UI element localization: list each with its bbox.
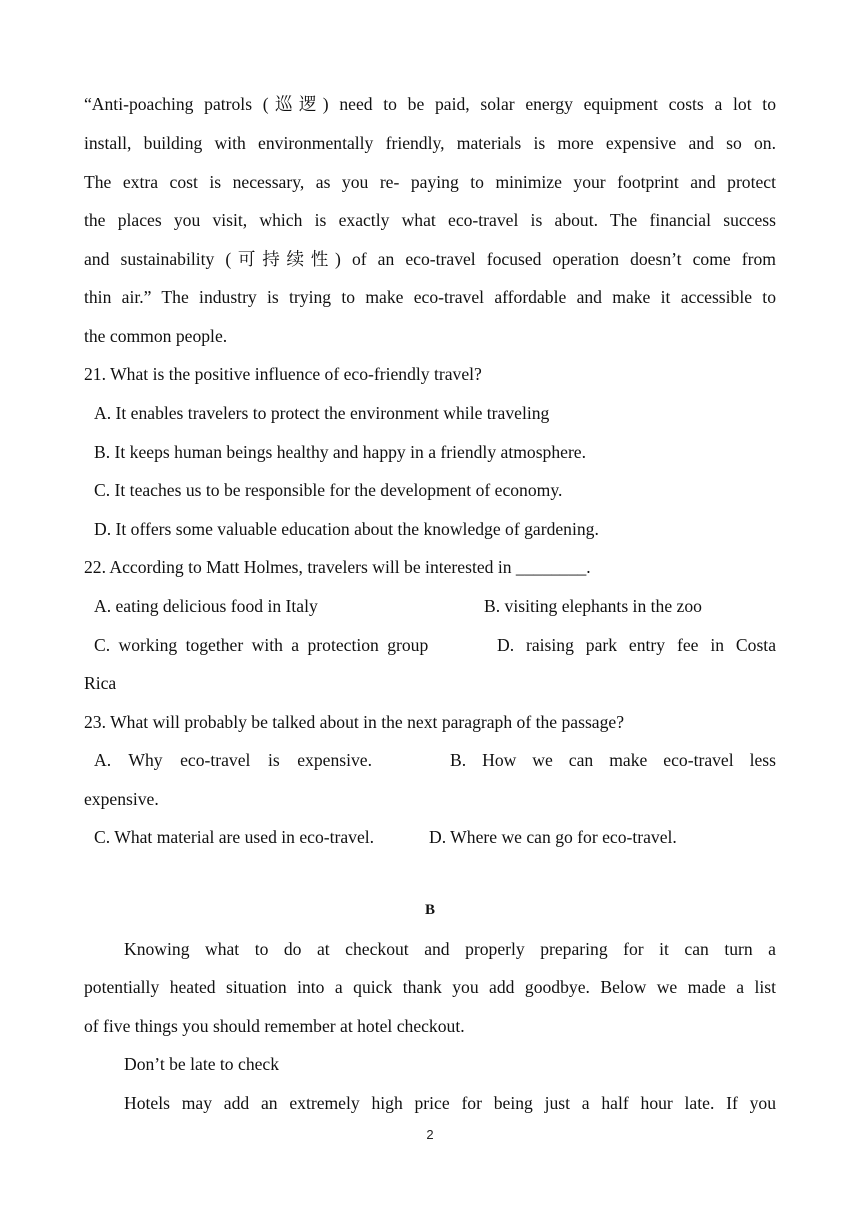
option-21-b: B. It keeps human beings healthy and happy in a friendly atmosphere. xyxy=(94,442,587,462)
option-22-d-continued: Rica xyxy=(84,673,117,693)
option-21-a: A. It enables travelers to protect the environment while traveling xyxy=(94,403,550,423)
option-22-c: C. working together with a protection group xyxy=(94,635,429,655)
passage-line: and sustainability (可持续性) of an eco-travel focused operation doesn’t come from xyxy=(84,249,776,269)
passage-line: the common people. xyxy=(84,326,228,346)
section-b-paragraph-line: Hotels may add an extremely high price for being just a half hour late. If you xyxy=(124,1093,776,1113)
passage-line: install, building with environmentally friendly, materials is more expensive and so on. xyxy=(84,133,776,153)
section-b-intro-line: of five things you should remember at hotel checkout. xyxy=(84,1016,465,1036)
option-22-a: A. eating delicious food in Italy xyxy=(94,596,318,616)
option-22-d: D. raising park entry fee in Costa xyxy=(497,635,776,655)
section-b-intro-line: Knowing what to do at checkout and properly preparing for it can turn a xyxy=(124,939,776,959)
passage-line: The extra cost is necessary, as you re- paying to minimize your footprint and protect xyxy=(84,172,776,192)
option-21-d: D. It offers some valuable education about the knowledge of gardening. xyxy=(94,519,599,539)
section-heading: B xyxy=(424,902,435,918)
option-23-c: C. What material are used in eco-travel. xyxy=(94,827,375,847)
option-23-a: A. Why eco-travel is expensive. xyxy=(94,750,372,770)
passage-line: “Anti-poaching patrols (巡逻) need to be paid, solar energy equipment costs a lot to xyxy=(84,94,776,114)
question-22: 22. According to Matt Holmes, travelers will be interested in ________. xyxy=(84,557,591,577)
passage-line: thin air.” The industry is trying to make eco-travel affordable and make it accessible to xyxy=(84,287,776,307)
question-21: 21. What is the positive influence of eco-friendly travel? xyxy=(84,364,482,384)
option-23-b-continued: expensive. xyxy=(84,789,159,809)
page-number: 2 xyxy=(426,1127,434,1142)
option-21-c: C. It teaches us to be responsible for the development of economy. xyxy=(94,480,563,500)
question-23: 23. What will probably be talked about in the next paragraph of the passage? xyxy=(84,712,625,732)
option-23-d: D. Where we can go for eco-travel. xyxy=(429,827,677,847)
passage-line: the places you visit, which is exactly what eco-travel is about. The financial success xyxy=(84,210,776,230)
option-23-b: B. How we can make eco-travel less xyxy=(450,750,776,770)
option-22-b: B. visiting elephants in the zoo xyxy=(484,596,702,616)
section-b-intro-line: potentially heated situation into a quick thank you add goodbye. Below we made a list xyxy=(84,977,776,997)
section-b-subheading: Don’t be late to check xyxy=(124,1054,280,1074)
